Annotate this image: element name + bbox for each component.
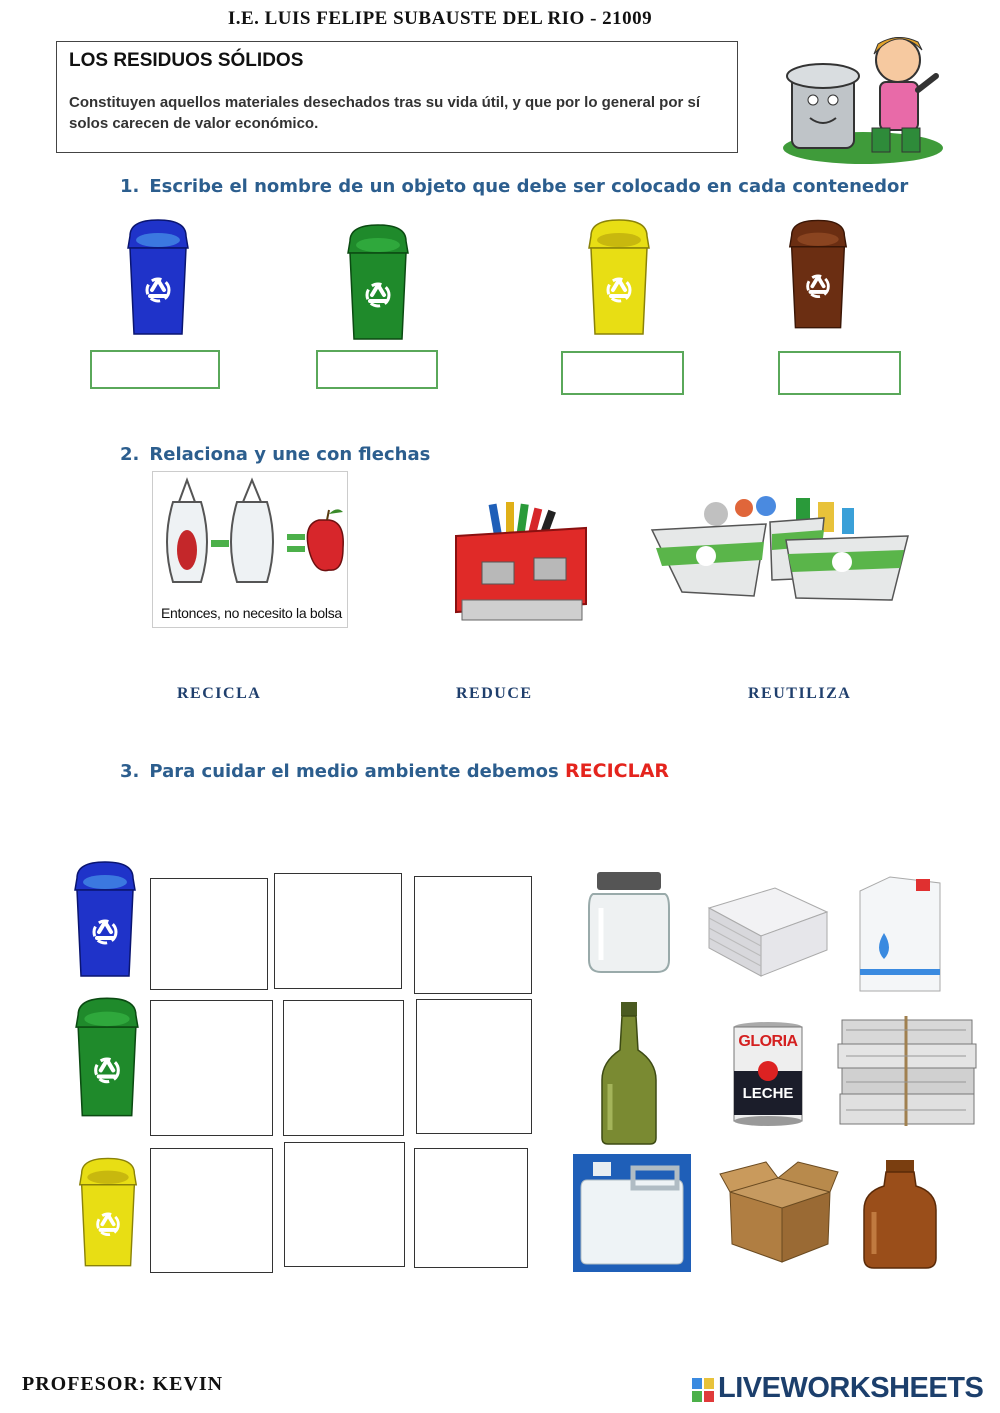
live-logo-icon (692, 1377, 714, 1401)
teacher-credit: PROFESOR: KEVIN (22, 1373, 224, 1395)
drop-cell-blue-3[interactable] (414, 876, 532, 994)
question-2 (120, 444, 430, 465)
bag-caption: Entonces, no necesito la bolsa (161, 605, 342, 621)
drop-cell-yellow-3[interactable] (414, 1148, 528, 1268)
question-2-number: 2. (120, 444, 140, 465)
can-product-label: LECHE (742, 1085, 794, 1102)
blue-bin-icon (124, 218, 192, 338)
drop-cell-green-1[interactable] (150, 1000, 273, 1136)
question-3-text: Para cuidar el medio ambiente debemos (149, 761, 559, 782)
drop-cell-yellow-1[interactable] (150, 1148, 273, 1273)
question-1-text: Escribe el nombre de un objeto que debe ser colocado en cada contenedor (149, 176, 909, 197)
mascot-illustration (768, 20, 950, 175)
definition-text: Constituyen aquellos materiales desechados tras su vida útil, y que por lo general por sí solos carecen de valor económico. (69, 94, 701, 132)
green-bin-icon (72, 995, 142, 1121)
answer-field-brown[interactable] (778, 351, 901, 395)
green-bin-icon (344, 220, 412, 346)
glass-jar-item[interactable] (583, 868, 675, 979)
school-title: I.E. LUIS FELIPE SUBAUSTE DEL RIO - 21009 (227, 8, 653, 29)
brand-name: LIVEWORKSHEETS (718, 1372, 984, 1404)
definition-title: LOS RESIDUOS SÓLIDOS (69, 50, 304, 71)
answer-field-green[interactable] (316, 350, 438, 389)
drop-cell-green-2[interactable] (283, 1000, 404, 1136)
blue-bin-icon (71, 860, 139, 980)
yellow-bin-icon (76, 1155, 140, 1271)
glass-bottle-item[interactable] (594, 1000, 664, 1150)
reuse-box-illustration (452, 500, 590, 633)
can-brand-label: GLORIA (738, 1033, 798, 1050)
question-1 (120, 176, 908, 197)
newspaper-bundle-item[interactable] (836, 1010, 978, 1135)
milk-carton-item[interactable] (850, 873, 946, 1000)
question-2-text: Relaciona y une con flechas (149, 444, 431, 465)
cardboard-box-item[interactable] (718, 1156, 840, 1271)
no-bag-illustration (152, 471, 348, 628)
question-3 (120, 760, 669, 782)
question-3-number: 3. (120, 761, 140, 782)
drop-cell-yellow-2[interactable] (284, 1142, 405, 1267)
brown-bin-icon (786, 218, 850, 332)
brown-bottle-item[interactable] (860, 1158, 940, 1275)
liveworksheets-logo[interactable] (692, 1372, 983, 1405)
word-recicla[interactable]: RECICLA (177, 685, 262, 702)
recycle-bins-illustration (646, 488, 912, 609)
drop-cell-blue-1[interactable] (150, 878, 268, 990)
drop-cell-green-3[interactable] (416, 999, 532, 1134)
word-reduce[interactable]: REDUCE (456, 685, 533, 702)
answer-field-blue[interactable] (90, 350, 220, 389)
drop-cell-blue-2[interactable] (274, 873, 402, 989)
answer-field-yellow[interactable] (561, 351, 684, 395)
yellow-bin-icon (585, 218, 653, 338)
question-1-number: 1. (120, 176, 140, 197)
plastic-jug-item[interactable] (573, 1154, 691, 1272)
paper-stack-item[interactable] (705, 878, 829, 985)
definition-box (56, 41, 738, 153)
milk-can-item[interactable] (733, 1021, 803, 1127)
word-reutiliza[interactable]: REUTILIZA (748, 685, 852, 702)
reciclar-highlight: RECICLAR (565, 760, 670, 782)
